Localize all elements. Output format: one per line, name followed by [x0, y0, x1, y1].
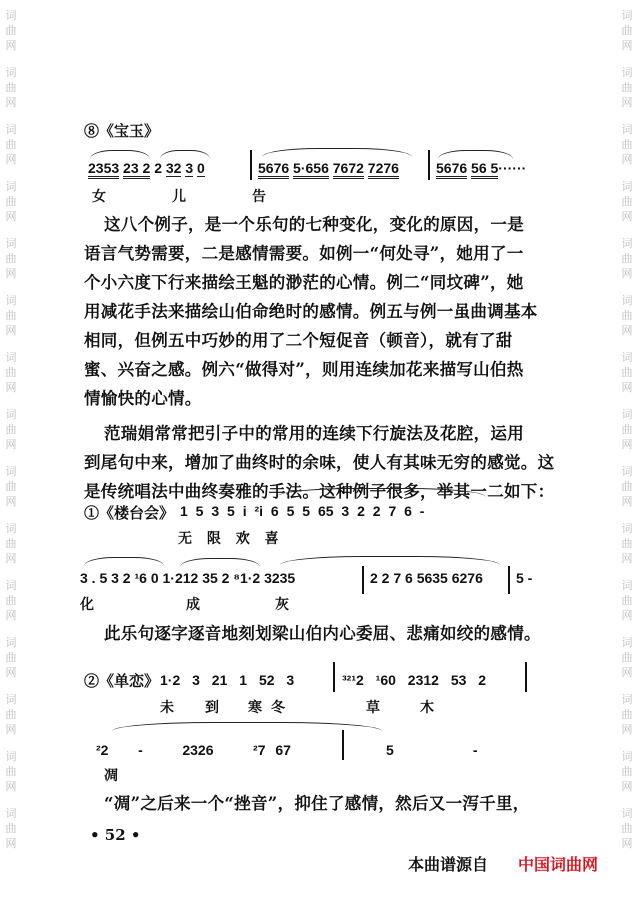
watermark-text: 词 曲 网 — [621, 351, 633, 394]
watermark-text: 词 曲 网 — [5, 9, 17, 52]
para1-line: 个小六度下行来描绘王魁的渺茫的心情。例二“同坟碑”，她 — [84, 273, 524, 292]
watermark-text: 词 曲 网 — [5, 123, 17, 166]
lyric: 告 — [252, 189, 266, 205]
example2-row2a: ²2 - 2326 ²7 67 — [96, 742, 291, 758]
para4: “凋”之后来一个“挫音”，抑住了感情，然后又一泻千里， — [104, 794, 530, 813]
watermark-text: 词 曲 网 — [5, 465, 17, 508]
watermark-text: 词 曲 网 — [5, 579, 17, 622]
example8-notes-3: 5676 56 5······ — [436, 160, 526, 176]
example1-row2c: 5 - — [516, 570, 533, 586]
watermark-text: 词 曲 网 — [5, 408, 17, 451]
example2-row1b: ³²¹2 ¹60 2312 53 2 — [342, 672, 487, 688]
para2-line: 是传统唱法中曲终奏雅的手法。这种例子很多，举其一二如下： — [84, 482, 555, 501]
lyric: 儿 — [172, 189, 186, 205]
para1-line: 情愉快的心情。 — [84, 389, 202, 408]
watermark-text: 词 曲 网 — [621, 522, 633, 565]
watermark-right — [620, 8, 634, 863]
example8-label: ⑧《宝玉》 — [84, 122, 160, 140]
watermark-text: 词 曲 网 — [5, 807, 17, 850]
watermark-text: 词 曲 网 — [621, 465, 633, 508]
watermark-text: 词 曲 网 — [621, 66, 633, 109]
watermark-text: 词 曲 网 — [5, 522, 17, 565]
watermark-text: 词 曲 网 — [621, 237, 633, 280]
example2-row2b: 5 - — [386, 742, 478, 758]
lyric: 到 — [205, 700, 219, 716]
footer-source: 本曲谱源自 — [408, 855, 489, 874]
example1-row2b: 2 2 7 6 5635 6276 — [370, 570, 483, 586]
lyric: 草 — [366, 700, 380, 716]
watermark-text: 词 曲 网 — [621, 294, 633, 337]
watermark-text: 词 曲 网 — [621, 579, 633, 622]
para1-line: 语言气势需要，二是感情需要。如例一“何处寻”，她用了一 — [84, 244, 524, 263]
example1-row1: 1 5 3 5 i ²i 6 5 5 65 3 2 2 7 6 - — [180, 503, 425, 519]
watermark-text: 词 曲 网 — [5, 237, 17, 280]
lyric: 寒 — [248, 700, 262, 716]
lyric: 未 — [160, 700, 174, 716]
para1-line: 蜜、兴奋之感。例六“做得对”，则用连续加花来描写山伯热 — [84, 360, 524, 379]
lyric: 灰 — [275, 597, 289, 613]
watermark-text: 词 曲 网 — [5, 636, 17, 679]
lyric: 女 — [92, 189, 106, 205]
example1-row2a: 3 . 5 3 2 ¹6 0 1·212 35 2 ⁸1·2 3235 — [80, 570, 296, 586]
watermark-left — [4, 8, 18, 863]
watermark-text: 词 曲 网 — [621, 123, 633, 166]
para2-line: 范瑞娟常常把引子中的常用的连续下行旋法及花腔，运用 — [104, 424, 524, 443]
para1-line: 这八个例子，是一个乐句的七种变化，变化的原因，一是 — [104, 215, 524, 234]
footer-site-link[interactable]: 中国词曲网 — [518, 855, 599, 874]
watermark-text: 词 曲 网 — [621, 807, 633, 850]
watermark-text: 词 曲 网 — [5, 180, 17, 223]
watermark-text: 词 曲 网 — [5, 66, 17, 109]
watermark-text: 词 曲 网 — [5, 693, 17, 736]
watermark-text: 词 曲 网 — [621, 693, 633, 736]
watermark-text: 词 曲 网 — [621, 750, 633, 793]
page-number: • 52 • — [90, 826, 141, 844]
watermark-text: 词 曲 网 — [621, 9, 633, 52]
watermark-text: 词 曲 网 — [5, 294, 17, 337]
lyric: 冬 — [271, 700, 285, 716]
para1-line: 相同，但例五中巧妙的用了二个短促音（顿音），就有了甜 — [84, 331, 513, 350]
watermark-text: 词 曲 网 — [5, 351, 17, 394]
example2-row1a: 1·2 3 21 1 52 3 — [160, 672, 295, 688]
example2-label: ②《单恋》 — [84, 672, 160, 690]
example1-lyrics1: 无 限 欢 喜 — [178, 531, 279, 547]
example8-notes-2: 5676 5·656 7672 7276 — [258, 160, 399, 176]
lyric: 木 — [420, 700, 434, 716]
watermark-text: 词 曲 网 — [621, 180, 633, 223]
lyric: 凋 — [104, 768, 118, 784]
para2-line: 到尾句中来，增加了曲终时的余味，使人有其味无穷的感觉。这 — [84, 453, 555, 472]
watermark-text: 词 曲 网 — [621, 408, 633, 451]
lyric: 化 — [80, 597, 94, 613]
watermark-text: 词 曲 网 — [5, 750, 17, 793]
example1-label: ①《楼台会》 — [84, 504, 175, 522]
para1-line: 用减花手法来描绘山伯命绝时的感情。例五与例一虽曲调基本 — [84, 302, 538, 321]
para3: 此乐句逐字逐音地刻划梁山伯内心委屈、悲痛如绞的感情。 — [104, 624, 541, 643]
example8-notes: 2353 23 2 2 32 3 0 — [88, 160, 205, 176]
lyric: 成 — [186, 597, 200, 613]
watermark-text: 词 曲 网 — [621, 636, 633, 679]
